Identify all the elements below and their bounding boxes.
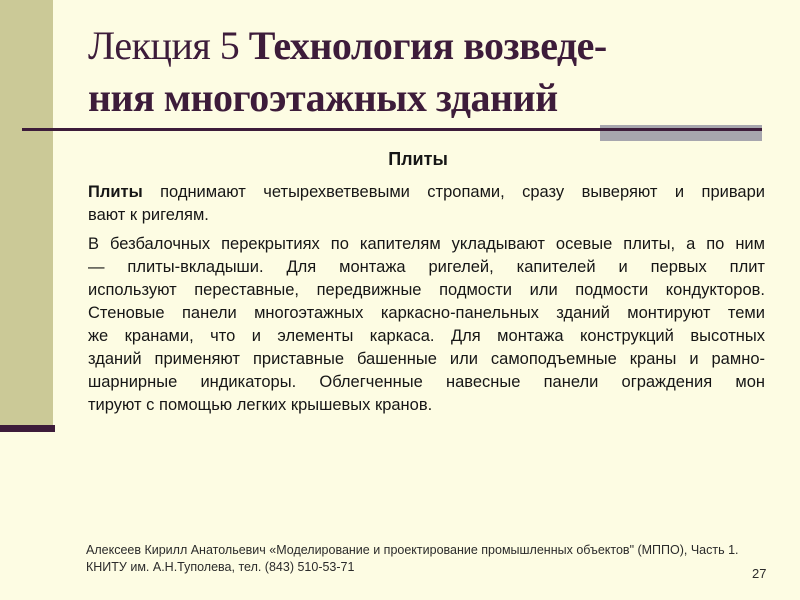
paragraph1-line-1 xyxy=(88,181,765,204)
footer-credits xyxy=(86,542,776,576)
paragraph2-line-6: зданий применяют приставные башенные или самоподъемные краны и рамно- xyxy=(88,350,765,368)
title-lecture-number: Лекция 5 xyxy=(88,23,249,68)
paragraph2-line-8: тируют с помощью легких крышевых кранов. xyxy=(88,396,433,414)
title-topic-part-1: Технология возведе- xyxy=(248,23,607,68)
sidebar-accent-bar xyxy=(0,425,55,432)
body-paragraph-1 xyxy=(88,181,765,227)
paragraph2-line-1: В безбалочных перекрытиях по капителям укладывают осевые плиты, а по ним xyxy=(88,235,765,253)
paragraph2-line-4: Стеновые панели многоэтажных каркасно-панельных зданий монтируют теми xyxy=(88,304,765,322)
title-line-1 xyxy=(88,20,788,72)
paragraph2-line-2: — плиты-вкладыши. Для монтажа ригелей, капителей и первых плит xyxy=(88,258,765,276)
paragraph2-line-3: используют переставные, передвижные подмости или подмости кондукторов. xyxy=(88,281,765,299)
sidebar-strip xyxy=(0,0,53,425)
page-number: 27 xyxy=(752,566,767,581)
body-paragraph-2 xyxy=(88,233,765,417)
footer-line-1: Алексеев Кирилл Анатольевич «Моделирование и проектирование промышленных объектов" (МППО), Часть 1. xyxy=(86,543,739,557)
paragraph2-line-5: же кранами, что и элементы каркаса. Для монтажа конструкций высотных xyxy=(88,327,765,345)
footer-line-2: КНИТУ им. А.Н.Туполева, тел. (843) 510-53-71 xyxy=(86,560,355,574)
title-line-2: ния многоэтажных зданий xyxy=(88,75,558,120)
paragraph1-line-1-rest: поднимают четырехветвевыми стропами, сразу выверяют и привари xyxy=(142,183,765,201)
section-heading: Плиты xyxy=(388,149,448,169)
paragraph1-line-2: вают к ригелям. xyxy=(88,206,209,224)
paragraph2-line-7: шарнирные индикаторы. Облегченные навесные панели ограждения мон xyxy=(88,373,765,391)
slide-title xyxy=(88,20,788,124)
title-underline xyxy=(22,128,762,131)
paragraph1-lead-word: Плиты xyxy=(88,183,143,201)
